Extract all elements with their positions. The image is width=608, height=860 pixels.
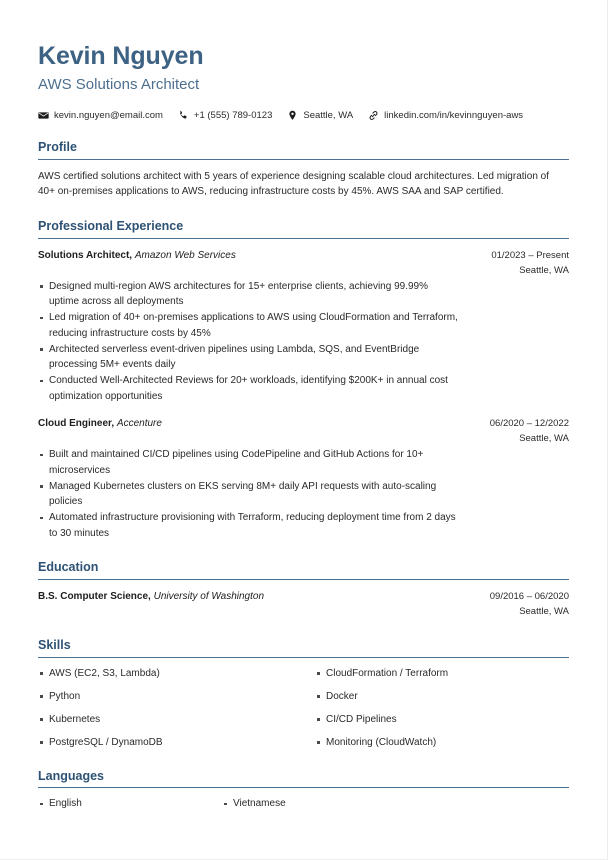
entry-left [38, 416, 490, 431]
location-icon [287, 110, 298, 121]
entry-dates: 06/2020 – 12/2022 [489, 418, 569, 430]
language-item: Vietnamese [222, 797, 569, 811]
education-entry [38, 589, 569, 619]
contact-email[interactable] [38, 110, 163, 121]
skill-item: CI/CD Pipelines [315, 713, 569, 727]
section-rule [38, 579, 569, 580]
section-rule [38, 159, 569, 160]
education-school: University of Washington [153, 590, 265, 602]
entry-left [38, 589, 490, 604]
contact-location [287, 110, 353, 121]
entry-title [38, 416, 476, 431]
contact-row [38, 110, 569, 121]
entry-title [38, 589, 476, 604]
bullets-wrap [38, 279, 458, 405]
contact-phone-text: +1 (555) 789-0123 [193, 110, 273, 121]
education-degree: B.S. Computer Science, [38, 590, 151, 602]
contact-phone[interactable] [178, 110, 272, 121]
languages-list [38, 797, 569, 811]
entry-head [38, 248, 569, 278]
entry-meta [491, 248, 569, 278]
entry-org: Amazon Web Services [134, 249, 236, 261]
entry-dates: 01/2023 – Present [491, 249, 569, 261]
skill-item: Kubernetes [38, 713, 315, 727]
skill-item: Python [38, 690, 315, 704]
entry-location: Seattle, WA [519, 605, 569, 617]
candidate-headline: AWS Solutions Architect [38, 76, 200, 93]
entry-location: Seattle, WA [519, 264, 569, 276]
section-title-profile: Profile [38, 140, 77, 154]
contact-linkedin[interactable] [368, 110, 523, 121]
entry-left [38, 248, 491, 263]
entry-head [38, 589, 569, 619]
section-title-experience: Professional Experience [38, 219, 184, 234]
skill-item: Monitoring (CloudWatch) [315, 736, 569, 750]
experience-entry [38, 248, 569, 405]
skill-item: CloudFormation / Terraform [315, 667, 569, 681]
entry-org: Accenture [116, 418, 162, 430]
skills-list [38, 667, 569, 750]
entry-role: Cloud Engineer, [38, 418, 115, 430]
contact-email-text: kevin.nguyen@email.com [54, 110, 163, 121]
bullet-item: Architected serverless event-driven pipelines using Lambda, SQS, and EventBridge processing 5M+ events daily [38, 342, 458, 373]
language-item: English [38, 797, 222, 811]
entry-bullets [38, 447, 458, 541]
link-icon [368, 110, 379, 121]
bullets-wrap [38, 447, 458, 541]
skill-item: Docker [315, 690, 569, 704]
section-languages [38, 769, 569, 812]
skill-item: AWS (EC2, S3, Lambda) [38, 667, 315, 681]
bullet-item: Managed Kubernetes clusters on EKS serving 8M+ daily API requests with auto-scaling policies [38, 479, 458, 510]
section-education [38, 560, 569, 619]
bullet-item: Built and maintained CI/CD pipelines using CodePipeline and GitHub Actions for 10+ microservices [38, 447, 458, 478]
experience-entry [38, 416, 569, 541]
section-title-education: Education [38, 560, 99, 575]
entry-role: Solutions Architect, [38, 249, 133, 261]
phone-icon [178, 110, 189, 121]
contact-linkedin-text: linkedin.com/in/kevinnguyen-aws [384, 110, 524, 121]
profile-text: AWS certified solutions architect with 5 years of experience designing scalable cloud architectures. Led migration of 40+ on-premises applications to AWS, reducing infrastructure costs by 45%. AWS SAA and SAP certified. [38, 170, 550, 198]
section-title-skills: Skills [38, 637, 71, 652]
bullet-item: Led migration of 40+ on-premises applications to AWS using CloudFormation and Terraform, reducing infrastructure costs by 45% [38, 310, 458, 341]
entry-meta [490, 416, 569, 446]
entry-location: Seattle, WA [519, 433, 569, 445]
contact-location-text: Seattle, WA [303, 110, 354, 121]
section-rule [38, 238, 569, 239]
entry-bullets [38, 279, 458, 405]
bullet-item: Designed multi-region AWS architectures for 15+ enterprise clients, achieving 99.99% uptime across all deployments [38, 279, 458, 310]
section-profile [38, 140, 569, 200]
entry-meta [490, 589, 569, 619]
section-experience [38, 219, 569, 541]
section-rule [38, 787, 569, 788]
bullet-item: Conducted Well-Architected Reviews for 20+ workloads, identifying $200K+ in annual cost optimization opportunities [38, 373, 458, 404]
entry-head [38, 416, 569, 446]
candidate-name: Kevin Nguyen [38, 42, 204, 70]
skill-item: PostgreSQL / DynamoDB [38, 736, 315, 750]
resume-header [38, 42, 569, 121]
entry-title [38, 248, 477, 263]
section-rule [38, 657, 569, 658]
entry-dates: 09/2016 – 06/2020 [489, 590, 569, 602]
section-title-languages: Languages [38, 768, 104, 783]
bullet-item: Automated infrastructure provisioning with Terraform, reducing deployment time from 2 days to 30 minutes [38, 510, 458, 541]
email-icon [38, 110, 49, 121]
section-skills [38, 638, 569, 750]
